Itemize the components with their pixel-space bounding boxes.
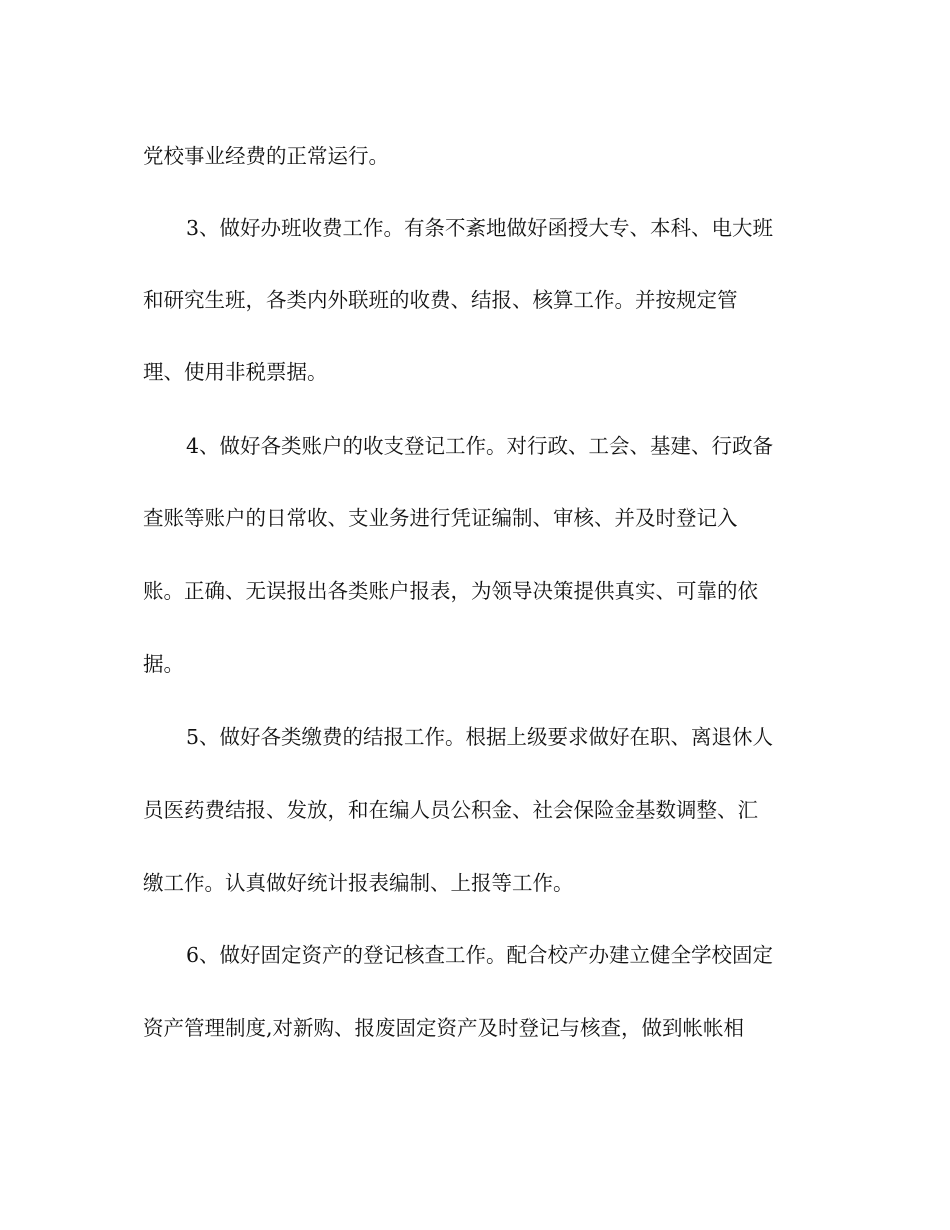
paragraph-4-line-3: 账。正确、无误报出各类账户报表，为领导决策提供真实、可靠的依: [143, 579, 758, 603]
paragraph-3-line-2: 和研究生班，各类内外联班的收费、结报、核算工作。并按规定管: [143, 288, 738, 312]
paragraph-5-line-1: 5、做好各类缴费的结报工作。根据上级要求做好在职、离退休人: [186, 725, 774, 749]
paragraph-3-line-1: 3、做好办班收费工作。有条不紊地做好函授大专、本科、电大班: [186, 216, 774, 240]
paragraph-4-line-2: 查账等账户的日常收、支业务进行凭证编制、审核、并及时登记入: [143, 506, 738, 530]
paragraph-5-line-2: 员医药费结报、发放，和在编人员公积金、社会保险金基数调整、汇: [143, 798, 758, 822]
paragraph-4-line-1: 4、做好各类账户的收支登记工作。对行政、工会、基建、行政备: [186, 434, 774, 458]
paragraph-6-line-2: 资产管理制度,对新购、报废固定资产及时登记与核查，做到帐帐相: [143, 1016, 745, 1040]
paragraph-5-line-3: 缴工作。认真做好统计报表编制、上报等工作。: [143, 871, 574, 895]
paragraph-3-line-3: 理、使用非税票据。: [143, 360, 328, 384]
paragraph-4-line-4: 据。: [143, 652, 184, 676]
paragraph-6-line-1: 6、做好固定资产的登记核查工作。配合校产办建立健全学校固定: [186, 943, 774, 967]
text-line-1: 党校事业经费的正常运行。: [143, 144, 389, 168]
